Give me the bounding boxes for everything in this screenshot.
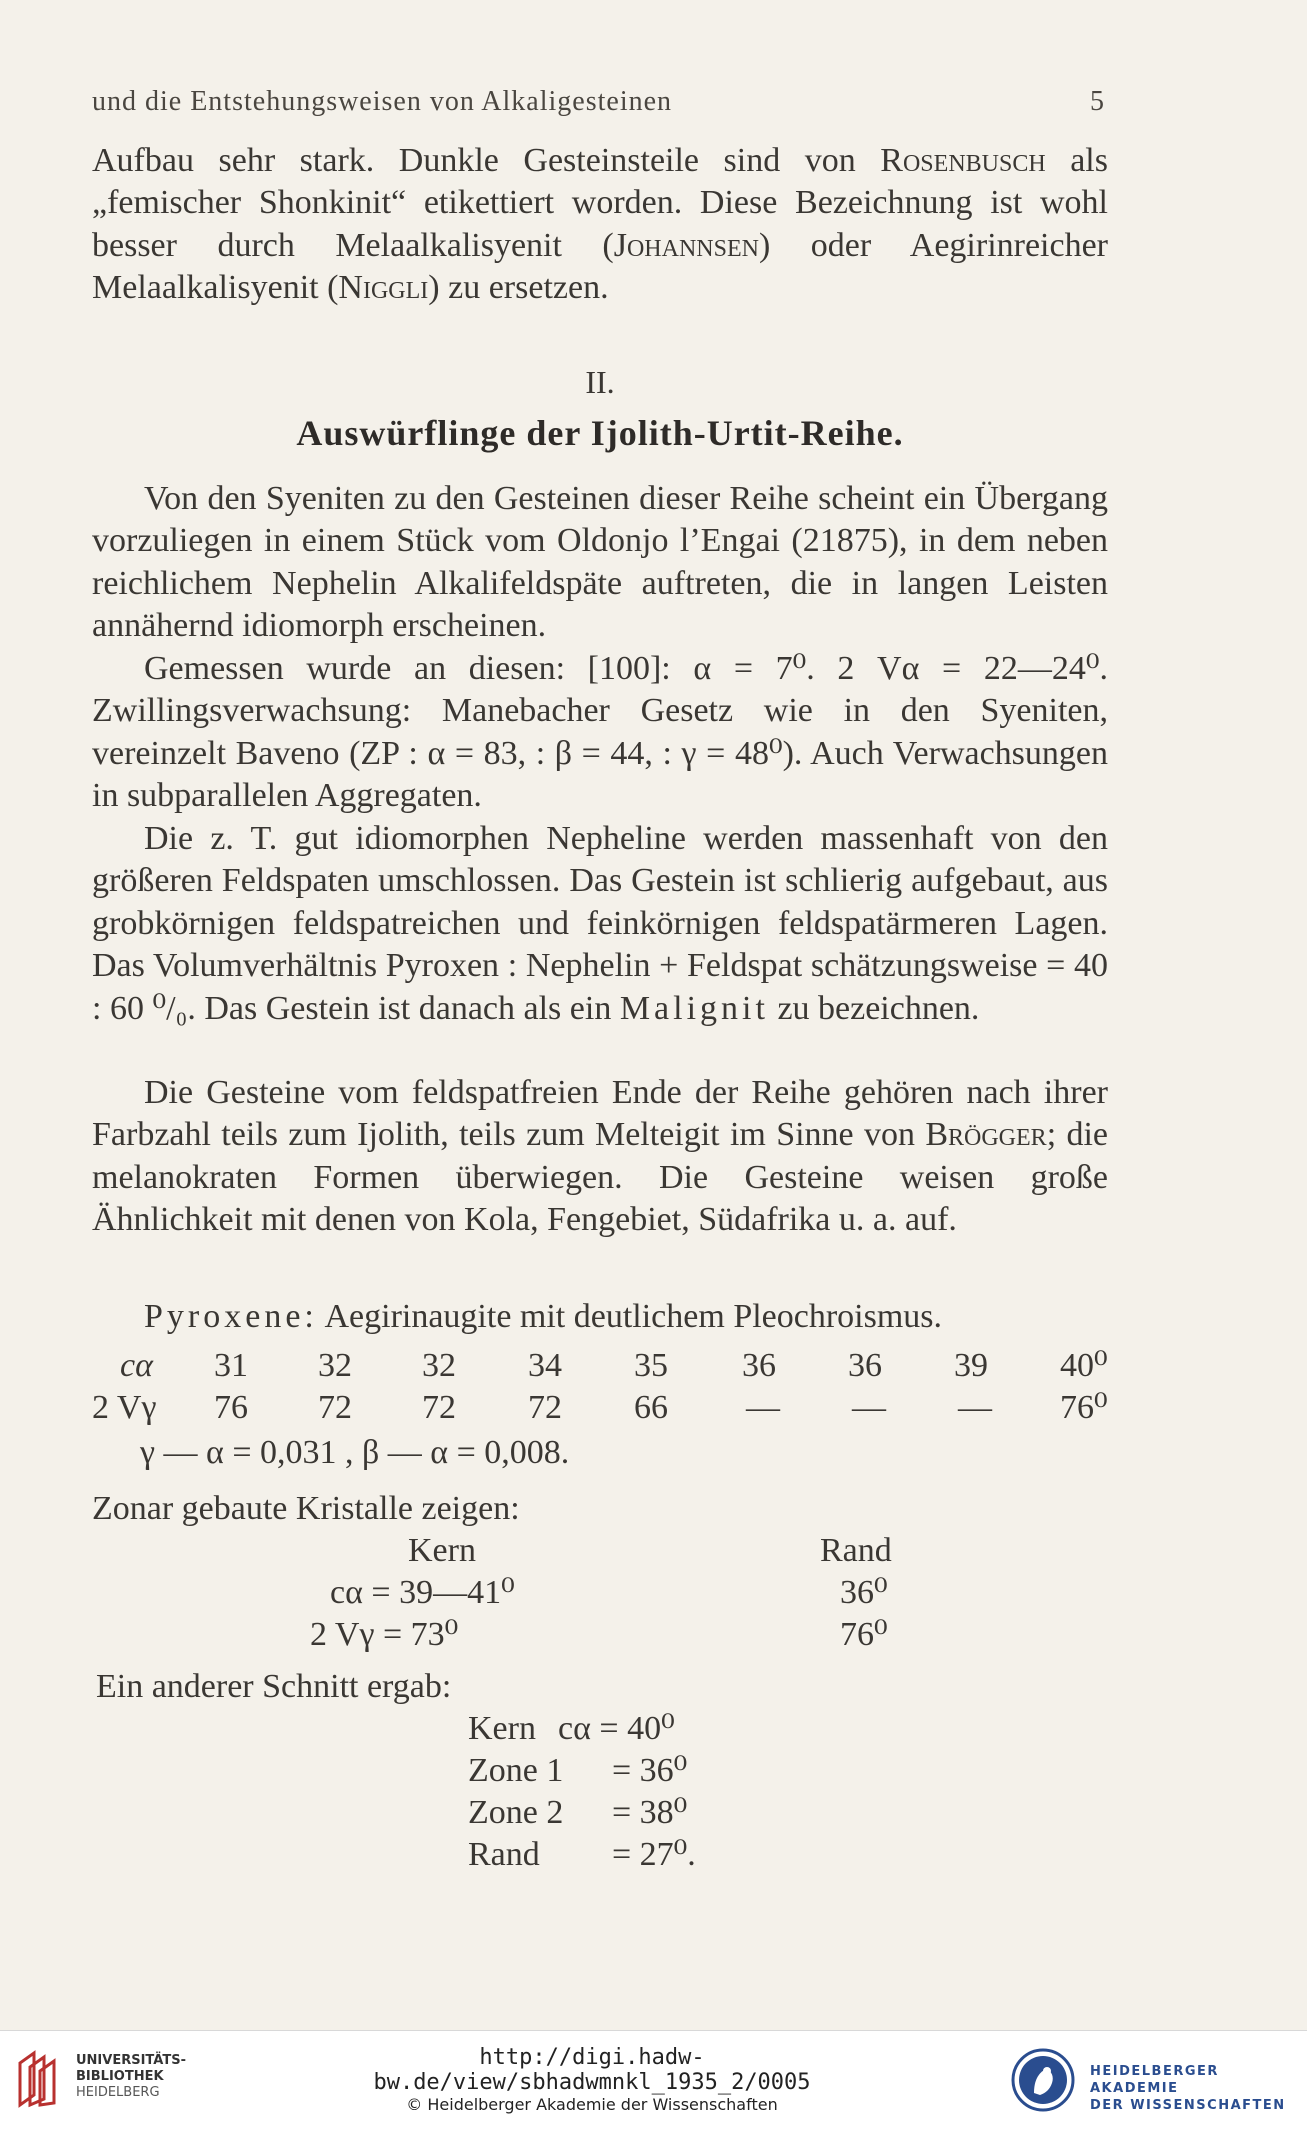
birefringence-values: γ — α = 0,031 , β — α = 0,008. xyxy=(140,1434,570,1471)
copyright-notice: © Heidelberger Akademie der Wissenschaften xyxy=(406,2095,778,2114)
zone-label: Zone 2 xyxy=(468,1794,564,1831)
body-paragraph xyxy=(92,818,1108,1030)
academy-seal-icon xyxy=(1010,2047,1076,2113)
page-number: 5 xyxy=(1090,86,1104,117)
table-cell: 36 xyxy=(848,1347,882,1384)
academy-line: HEIDELBERGER AKADEMIE xyxy=(1090,2064,1219,2096)
zonar-intro-text: Zonar gebaute Kristalle zeigen: xyxy=(92,1490,520,1527)
body-text: ; die melanokraten Formen überwiegen. Die Gesteine weisen große Ähnlichkeit mit denen von Kola, Fengebiet, Südafrika u. a. auf. xyxy=(92,1116,1109,1239)
pyroxene-table xyxy=(92,1345,1112,1429)
table-cell: — xyxy=(852,1389,886,1426)
zone-value: = 38⁰ xyxy=(612,1794,688,1831)
table-cell: — xyxy=(958,1389,992,1426)
academy-name xyxy=(1090,2063,1307,2114)
zonar-kern-c-alpha: cα = 39—41⁰ xyxy=(330,1574,515,1611)
intro-text: ) oder Aegirinreicher Melaalkalisyenit ( xyxy=(92,226,1109,307)
table-cell: 72 xyxy=(422,1389,456,1426)
rock-name-malignit: Malignit xyxy=(619,989,769,1027)
author-johannsen: Johannsen xyxy=(613,226,759,264)
body-text: Aegirinaugite mit deutlichem Pleochroismus. xyxy=(317,1298,943,1335)
table-cell: 36 xyxy=(742,1347,776,1384)
table-cell: 72 xyxy=(528,1389,562,1426)
intro-text: als „femischer Shonkinit“ etikettiert worden. Diese Bezeichnung ist wohl besser durch Melaalkalisyenit ( xyxy=(92,142,1108,264)
row-label-c-alpha: cα xyxy=(120,1347,153,1384)
body-paragraph: Gemessen wurde an diesen: [100]: α = 7⁰. 2 Vα = 22—24⁰. Zwillingsverwachsung: Manebacher Gesetz wie in den Syeniten, vereinzelt Baveno (ZP : α = 83, : β = 44, : γ = 48⁰). Auch Verwachsungen in subparallelen Aggregaten. xyxy=(92,650,1108,815)
table-cell: 32 xyxy=(422,1347,456,1384)
permalink-url[interactable]: http://digi.hadw-bw.de/view/sbhadwmnkl_1935_2/0005 xyxy=(373,2045,811,2095)
intro-text: ) zu ersetzen. xyxy=(428,269,609,307)
author-rosenbusch: Rosenbusch xyxy=(880,142,1046,179)
table-cell: 72 xyxy=(318,1389,352,1426)
section-number: II. xyxy=(585,364,615,400)
table-cell: 34 xyxy=(528,1347,562,1384)
row-label-2v-gamma: 2 Vγ xyxy=(92,1389,157,1426)
university-library-logo-icon xyxy=(14,2049,68,2109)
body-text: Die Gesteine vom feldspatfreien Ende der Reihe gehören nach ihrer Farbzahl teils zum Ijolith, teils zum Melteigit im Sinne von xyxy=(92,1074,1108,1154)
footer-bar xyxy=(0,2030,1307,2130)
table-cell: — xyxy=(746,1389,780,1426)
library-line: UNIVERSITÄTS- xyxy=(76,2053,186,2068)
academy-line: DER WISSENSCHAFTEN xyxy=(1090,2098,1286,2113)
zone-value: = 36⁰ xyxy=(612,1752,688,1789)
library-line: HEIDELBERG xyxy=(76,2085,160,2100)
table-cell: 76⁰ xyxy=(1060,1389,1108,1426)
zone-value: cα = 40⁰ xyxy=(558,1710,675,1747)
zonar-header-kern: Kern xyxy=(408,1532,476,1569)
body-paragraph: Von den Syeniten zu den Gesteinen dieser Reihe scheint ein Übergang vorzuliegen in einem Stück vom Oldonjo l’Engai (21875), in dem neben reichlichem Nephelin Alkalifeldspäte auftreten, die in langen Leisten annähernd idiomorph erscheinen. xyxy=(92,480,1108,645)
table-cell: 40⁰ xyxy=(1060,1347,1108,1384)
intro-text: Aufbau sehr stark. Dunkle Gesteinsteile sind von xyxy=(92,142,881,179)
table-cell: 76 xyxy=(214,1389,248,1426)
author-broegger: Brögger xyxy=(925,1116,1047,1154)
library-line: BIBLIOTHEK xyxy=(76,2069,164,2084)
zone-label: Kern xyxy=(468,1710,536,1747)
table-cell: 32 xyxy=(318,1347,352,1384)
university-library-name xyxy=(76,2053,186,2101)
other-section-table xyxy=(0,1708,1100,1876)
zonar-header-rand: Rand xyxy=(820,1532,892,1569)
table-cell: 31 xyxy=(214,1347,248,1384)
table-cell: 66 xyxy=(634,1389,668,1426)
table-cell: 35 xyxy=(634,1347,668,1384)
zone-label: Zone 1 xyxy=(468,1752,564,1789)
zonar-table xyxy=(0,1530,1100,1656)
heading-pyroxene: Pyroxene: xyxy=(144,1298,318,1335)
intro-paragraph xyxy=(92,140,1108,310)
zonar-rand-c-alpha: 36⁰ xyxy=(840,1574,888,1611)
body-text: zu bezeichnen. xyxy=(768,989,980,1027)
zone-label: Rand xyxy=(468,1836,540,1873)
running-head: und die Entstehungsweisen von Alkaligesteinen xyxy=(92,86,673,117)
zonar-kern-2v: 2 Vγ = 73⁰ xyxy=(310,1616,459,1653)
zonar-rand-2v: 76⁰ xyxy=(840,1616,888,1653)
body-text: Die z. T. gut idiomorphen Nepheline werden massenhaft von den größeren Feldspaten umschlossen. Das Gestein ist schlierig aufgebaut, aus grobkörnigen feldspatreichen und feinkörnigen feldspatärmeren Lagen. Das Volumverhältnis Pyroxen : Nephelin + Feldspat schätzungsweise = 40 : 60 ⁰/₀. Das Gestein ist danach als ein xyxy=(92,820,1108,1027)
zone-value: = 27⁰. xyxy=(612,1836,696,1873)
body-paragraph xyxy=(92,1072,1108,1242)
body-paragraph xyxy=(92,1296,1108,1338)
author-niggli: Niggli xyxy=(338,269,429,307)
section-title: Auswürflinge der Ijolith-Urtit-Reihe. xyxy=(296,413,904,453)
other-section-intro-text: Ein anderer Schnitt ergab: xyxy=(96,1668,452,1705)
table-cell: 39 xyxy=(954,1347,988,1384)
